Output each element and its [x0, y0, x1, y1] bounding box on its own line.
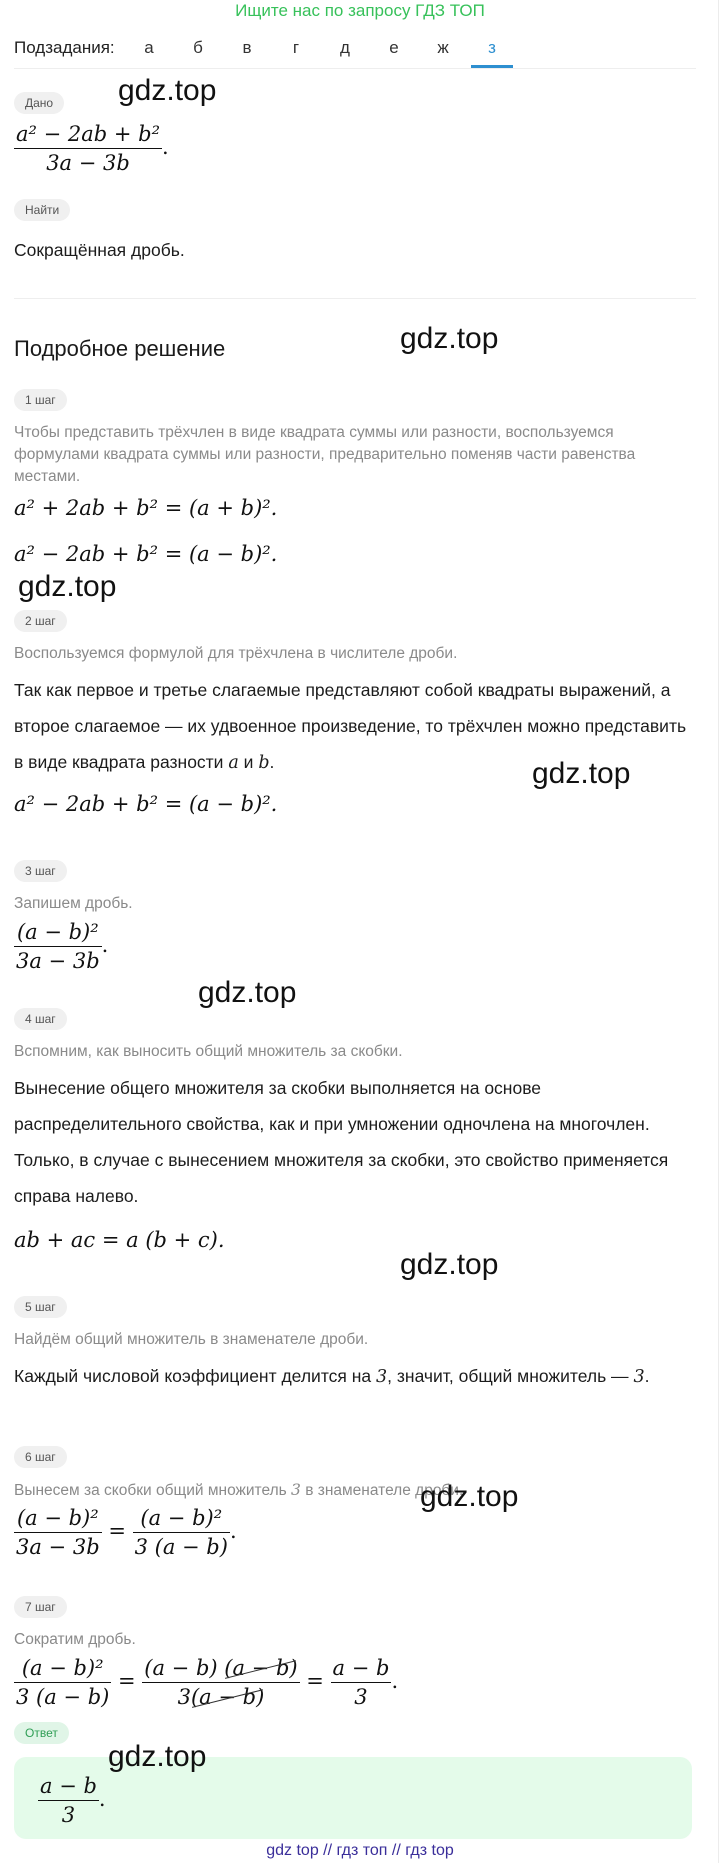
step-4-badge: 4 шаг — [14, 1008, 67, 1030]
step-7-f2-num-cancelled: (a − b) — [224, 1656, 298, 1680]
step-2-var-a: a — [228, 753, 239, 773]
step-7-f3-denominator: 3 — [354, 1685, 368, 1709]
step-1-formula-diff: a² − 2ab + b² = (a − b)². — [14, 542, 278, 566]
step-6-equation: $\frac{\text{(a − b)²}}{3a - 3b}$ = $\frac{\text{(a − b)²}}{3 (a - b)}$ . — [16, 1506, 237, 1559]
footer-link-2[interactable]: гдз топ — [336, 1842, 388, 1859]
step-5-num-b: 3 — [633, 1367, 645, 1387]
step-2-var-b: b — [258, 753, 270, 773]
step-2-formula: a² − 2ab + b² = (a − b)². — [14, 792, 278, 816]
answer-numerator: a − b — [38, 1774, 99, 1801]
tab-z[interactable]: з — [488, 38, 496, 57]
given-denominator: 3a − 3b — [46, 151, 130, 175]
section-divider — [14, 298, 696, 299]
step-6-desc-b: в знаменателе дроби. — [305, 1482, 464, 1499]
tab-g[interactable]: г — [292, 38, 300, 57]
step-5-num-a: 3 — [376, 1367, 388, 1387]
footer-link-3[interactable]: гдз top — [405, 1842, 454, 1859]
footer-link-1[interactable]: gdz top — [266, 1842, 319, 1859]
step-3-numerator: (a − b)² — [14, 920, 102, 947]
step-7-equation: $\frac{\text{(a − b)²}}{3 (a - b)}$ = $\frac{(a - b) (a - b)}{3(a - b)}$ = $\frac{a - b}{3}$ . — [16, 1656, 399, 1709]
footer-sep-1: // — [323, 1842, 333, 1859]
footer-sep-2: // — [391, 1842, 401, 1859]
answer-denominator: 3 — [61, 1803, 76, 1827]
step-6-desc — [14, 1479, 463, 1502]
find-text: Сокращённая дробь. — [14, 240, 185, 260]
tab-e[interactable]: е — [389, 38, 399, 57]
step-1-desc: Чтобы представить трёхчлен в виде квадрата суммы или разности, воспользуемся формулами квадрата суммы или разности, предварительно поменяв части равенства местами. — [14, 424, 636, 485]
step-5-badge: 5 шаг — [14, 1296, 67, 1318]
step-5-text-a: Каждый числовой коэффициент делится на — [14, 1366, 372, 1386]
step-4-text: Вынесение общего множителя за скобки выполняется на основе распределительного свойства, как и при умножении одночлена на многочлен. Только, в случае с вынесением множителя за скобки, это свойство применяется справа налево. — [14, 1078, 669, 1206]
solution-heading: Подробное решение — [14, 336, 226, 361]
step-7-desc: Сократим дробь. — [14, 1631, 136, 1648]
watermark-3: gdz.top — [18, 570, 117, 603]
step-6-right-numerator: (a − b)² — [133, 1506, 230, 1533]
step-6-desc-a: Вынесем за скобки общий множитель — [14, 1482, 287, 1499]
subtask-tabs — [14, 30, 696, 69]
watermark-5: gdz.top — [198, 976, 297, 1009]
find-badge: Найти — [14, 199, 70, 221]
tab-v[interactable]: в — [242, 38, 252, 57]
step-6-right-denominator: 3 (a − b) — [134, 1535, 228, 1559]
step-7-f3-numerator: a − b — [331, 1656, 392, 1683]
tab-a[interactable]: а — [144, 38, 154, 57]
step-3-denominator: 3a − 3b — [16, 949, 100, 973]
step-7-f1-denominator: 3 (a − b) — [16, 1685, 110, 1709]
step-5-desc: Найдём общий множитель в знаменателе дроби. — [14, 1331, 369, 1348]
given-numerator: a² − 2ab + b² — [14, 122, 162, 149]
watermark-7: gdz.top — [420, 1480, 519, 1513]
watermark-8: gdz.top — [108, 1740, 207, 1773]
step-6-left-numerator: (a − b)² — [14, 1506, 102, 1533]
step-7-f1-numerator: (a − b)² — [14, 1656, 111, 1683]
step-5-end: . — [644, 1366, 650, 1386]
footer-links — [0, 1842, 720, 1860]
promo-banner[interactable]: Ищите нас по запросу ГДЗ ТОП — [235, 1, 485, 20]
answer-fraction: $\frac{a - b}{3}$ . — [40, 1774, 106, 1827]
tab-b[interactable]: б — [193, 38, 203, 57]
answer-badge: Ответ — [14, 1722, 69, 1744]
active-tab-indicator — [471, 65, 513, 68]
given-badge: Дано — [14, 92, 64, 114]
step-2-text-main: Так как первое и третье слагаемые представляют собой квадраты выражений, а второе слагаемое — их удвоенное произведение, то трёхчлен можно представить в виде квадрата разности — [14, 680, 687, 772]
step-5-text-b: , значит, общий множитель — — [387, 1366, 629, 1386]
watermark-6: gdz.top — [400, 1248, 499, 1281]
step-6-desc-num: 3 — [291, 1481, 301, 1499]
step-2-end: . — [269, 752, 275, 772]
watermark-4: gdz.top — [532, 757, 631, 790]
step-7-f2-den-factor: 3 — [177, 1685, 191, 1709]
step-7-f2-num-factor: (a − b) — [144, 1656, 218, 1680]
tab-zh[interactable]: ж — [437, 38, 449, 57]
watermark-2: gdz.top — [400, 322, 499, 355]
step-2-conj: и — [243, 752, 254, 772]
tab-d[interactable]: д — [340, 38, 350, 57]
subtasks-label: Подзадания: — [14, 38, 115, 57]
step-4-desc: Вспомним, как выносить общий множитель за скобки. — [14, 1043, 403, 1060]
step-2-desc: Воспользуемся формулой для трёхчлена в числителе дроби. — [14, 645, 458, 662]
step-5-text — [14, 1358, 704, 1395]
watermark-1: gdz.top — [118, 74, 217, 107]
step-2-badge: 2 шаг — [14, 610, 67, 632]
step-7-badge: 7 шаг — [14, 1596, 67, 1618]
step-1-badge: 1 шаг — [14, 389, 67, 411]
step-6-badge: 6 шаг — [14, 1446, 67, 1468]
right-border — [718, 0, 719, 1863]
step-4-formula: ab + ac = a (b + c). — [14, 1228, 225, 1252]
given-expression: $\frac{\text{a² − 2ab + b²}}{3a - 3b}$ . — [16, 122, 169, 175]
step-1-formula-sum: a² + 2ab + b² = (a + b)². — [14, 496, 278, 520]
step-7-f2-den-cancelled: (a − b) — [190, 1685, 265, 1709]
step-3-fraction: $\frac{\text{(a − b)²}}{3a - 3b}$ . — [16, 920, 109, 973]
step-6-left-denominator: 3a − 3b — [16, 1535, 100, 1559]
step-3-badge: 3 шаг — [14, 860, 67, 882]
step-3-desc: Запишем дробь. — [14, 895, 133, 912]
